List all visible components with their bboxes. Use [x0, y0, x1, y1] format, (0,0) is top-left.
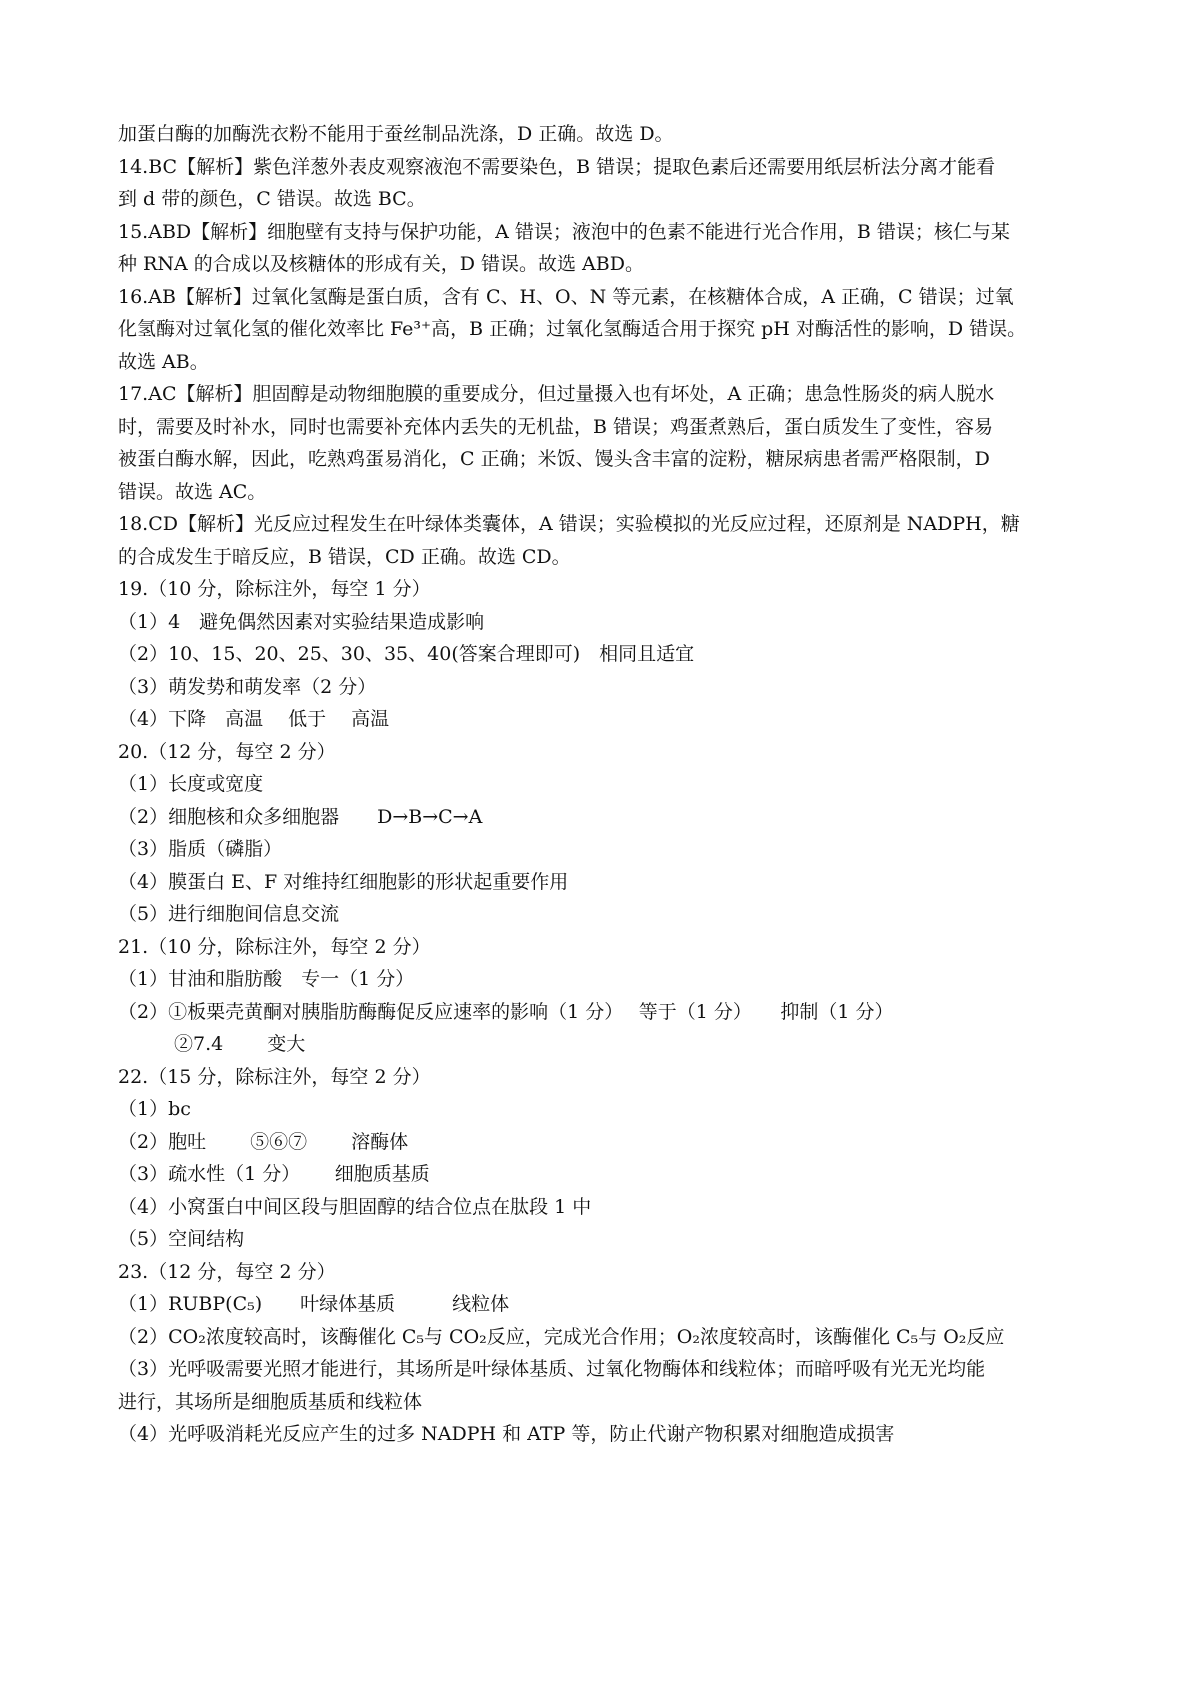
section-heading: 22.（15 分，除标注外，每空 2 分）	[118, 1065, 431, 1088]
text-line: 到 d 带的颜色，C 错误。故选 BC。	[118, 188, 426, 210]
text-line: 16.AB【解析】过氧化氢酶是蛋白质，含有 C、H、O、N 等元素，在核糖体合成，A 正确，C 错误；过氧	[118, 285, 1014, 308]
text-line: （1）4 避免偶然因素对实验结果造成影响	[118, 610, 485, 633]
section-heading: 19.（10 分，除标注外，每空 1 分）	[118, 578, 431, 600]
text-line: 14.BC【解析】紫色洋葱外表皮观察液泡不需要染色，B 错误；提取色素后还需要用纸层析法分离才能看	[118, 155, 996, 178]
text-line: 进行，其场所是细胞质基质和线粒体	[118, 1390, 423, 1413]
section-heading: 23.（12 分，每空 2 分）	[118, 1260, 336, 1283]
text-line: 15.ABD【解析】细胞壁有支持与保护功能，A 错误；液泡中的色素不能进行光合作用，B 错误；核仁与某	[118, 220, 1010, 243]
text-line: 故选 AB。	[118, 350, 209, 373]
text-line: （4）下降 高温 低于 高温	[118, 708, 390, 730]
text-line: （1）RUBP(C₅) 叶绿体基质 线粒体	[118, 1293, 510, 1315]
text-line: （5）进行细胞间信息交流	[118, 903, 340, 925]
text-line: ②7.4 变大	[174, 1033, 306, 1055]
text-line: （5）空间结构	[118, 1228, 245, 1250]
text-line: （3）脂质（磷脂）	[118, 838, 283, 860]
text-line: （1）甘油和脂肪酸 专一（1 分）	[118, 968, 415, 990]
answer-page	[118, 118, 1098, 1451]
text-line: （1）长度或宽度	[118, 773, 264, 795]
section-heading: 20.（12 分，每空 2 分）	[118, 740, 336, 763]
text-line: （2）胞吐 ⑤⑥⑦ 溶酶体	[118, 1130, 409, 1153]
text-line: （2）CO₂浓度较高时，该酶催化 C₅与 CO₂反应，完成光合作用；O₂浓度较高时，该酶催化 C₅与 O₂反应	[118, 1325, 1005, 1348]
text-line: 17.AC【解析】胆固醇是动物细胞膜的重要成分，但过量摄入也有坏处，A 正确；患急性肠炎的病人脱水	[118, 383, 995, 405]
text-line: （2）①板栗壳黄酮对胰脂肪酶酶促反应速率的影响（1 分） 等于（1 分） 抑制（1 分）	[118, 1000, 894, 1023]
text-line: （4）小窝蛋白中间区段与胆固醇的结合位点在肽段 1 中	[118, 1195, 592, 1218]
text-line: 错误。故选 AC。	[118, 480, 267, 503]
text-line: 时，需要及时补水，同时也需要补充体内丢失的无机盐，B 错误；鸡蛋煮熟后，蛋白质发生了变性，容易	[118, 415, 994, 438]
text-line: 的合成发生于暗反应，B 错误，CD 正确。故选 CD。	[118, 545, 571, 568]
text-line: （4）光呼吸消耗光反应产生的过多 NADPH 和 ATP 等，防止代谢产物积累对细胞造成损害	[118, 1423, 895, 1445]
text-line: （3）萌发势和萌发率（2 分）	[118, 675, 377, 698]
text-line: 18.CD【解析】光反应过程发生在叶绿体类囊体，A 错误；实验模拟的光反应过程，还原剂是 NADPH，糖	[118, 513, 1020, 535]
text-line: （4）膜蛋白 E、F 对维持红细胞影的形状起重要作用	[118, 870, 569, 893]
text-line: （3）疏水性（1 分） 细胞质基质	[118, 1163, 430, 1185]
text-line: 被蛋白酶水解，因此，吃熟鸡蛋易消化，C 正确；米饭、馒头含丰富的淀粉，糖尿病患者需严格限制，D	[118, 448, 990, 470]
text-line: 化氢酶对过氧化氢的催化效率比 Fe³⁺高，B 正确；过氧化氢酶适合用于探究 pH 对酶活性的影响，D 错误。	[118, 318, 1027, 340]
text-line: （1）bc	[118, 1098, 191, 1120]
text-line: 加蛋白酶的加酶洗衣粉不能用于蚕丝制品洗涤，D 正确。故选 D。	[118, 123, 674, 145]
text-line: （2）10、15、20、25、30、35、40(答案合理即可) 相同且适宜	[118, 643, 695, 665]
section-heading: 21.（10 分，除标注外，每空 2 分）	[118, 935, 431, 958]
text-line: （2）细胞核和众多细胞器 D→B→C→A	[118, 805, 483, 828]
text-line: （3）光呼吸需要光照才能进行，其场所是叶绿体基质、过氧化物酶体和线粒体；而暗呼吸有光无光均能	[118, 1358, 986, 1380]
text-line: 种 RNA 的合成以及核糖体的形成有关，D 错误。故选 ABD。	[118, 253, 644, 275]
